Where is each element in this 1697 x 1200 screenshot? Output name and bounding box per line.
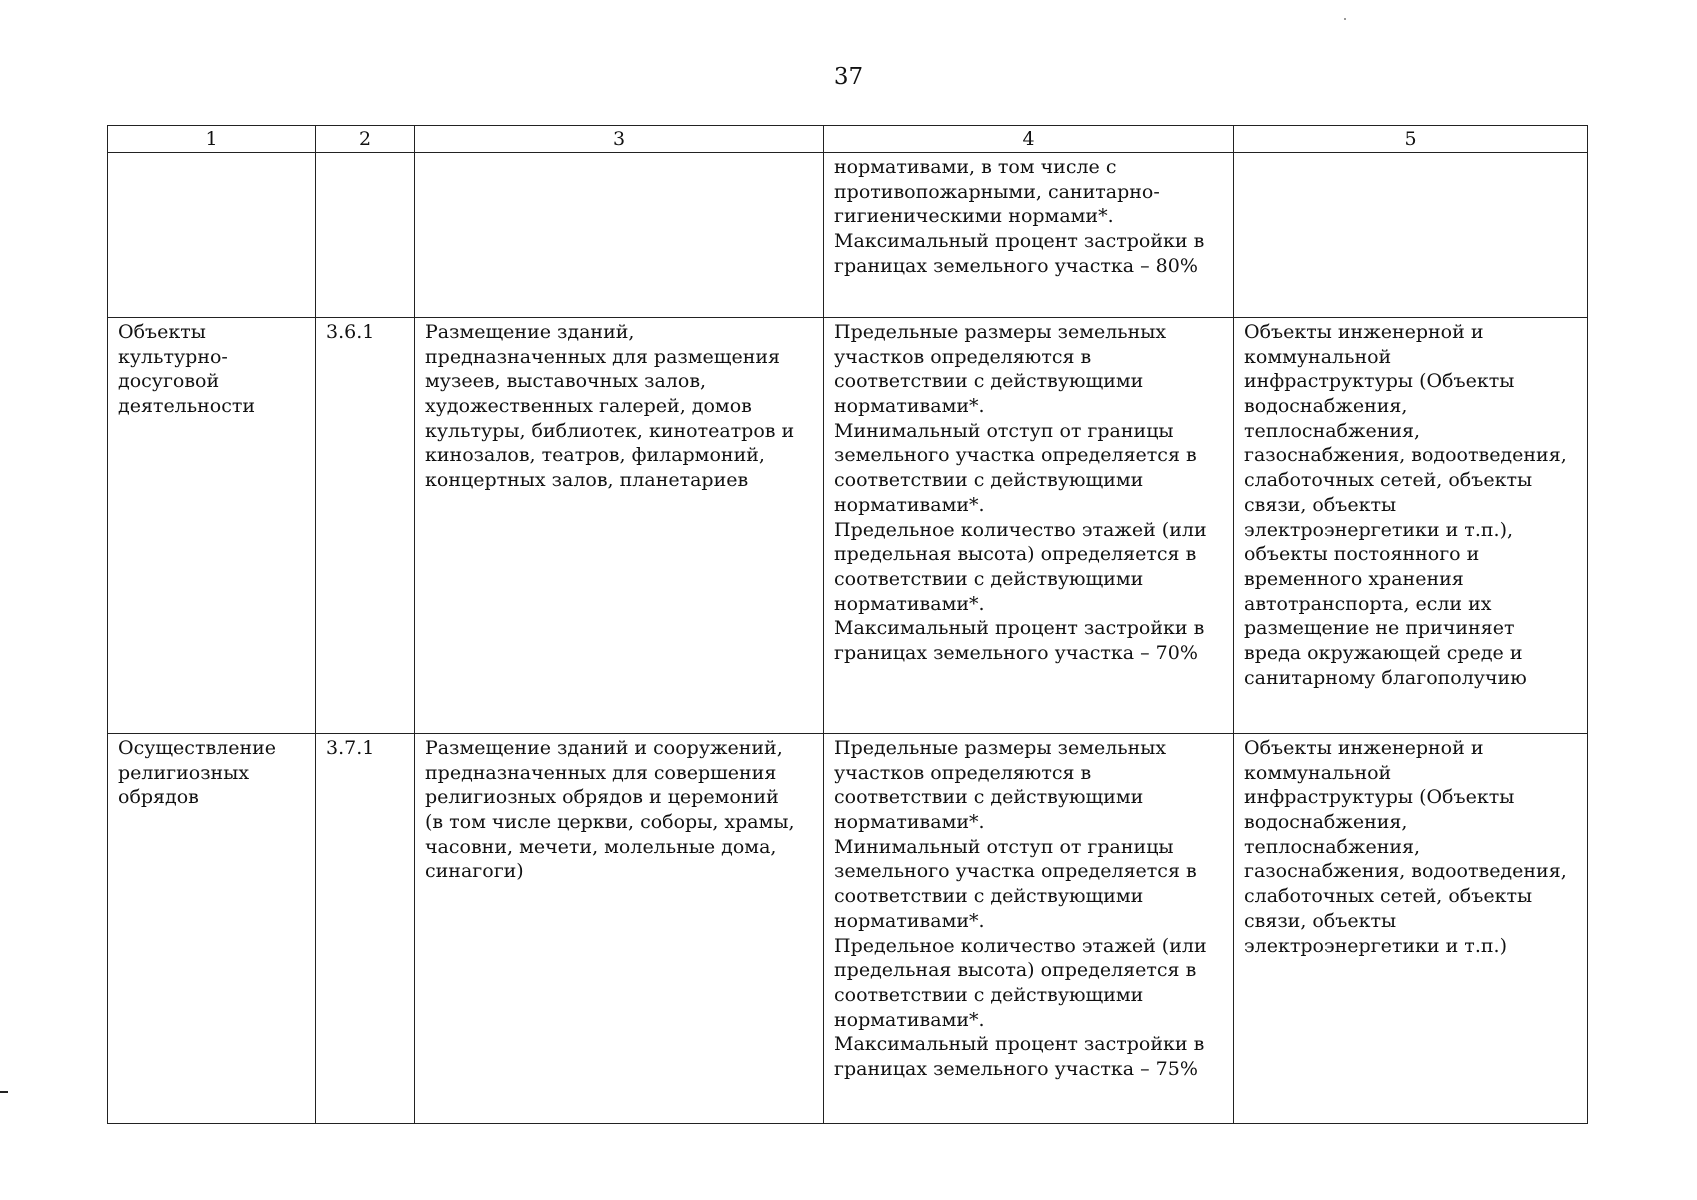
header-cell-5: 5 bbox=[1234, 126, 1588, 153]
parameters-line: участков определяются в bbox=[834, 761, 1092, 784]
parameters-line: границах земельного участка – 70% bbox=[834, 641, 1198, 664]
cell-name bbox=[108, 734, 316, 1124]
parameters-line: нормативами*. bbox=[834, 1008, 985, 1031]
table-row bbox=[108, 153, 1588, 318]
name-line: досуговой bbox=[118, 370, 220, 393]
cell-code: 3.6.1 bbox=[316, 318, 415, 734]
table-header-row bbox=[108, 126, 1588, 153]
parameters-line: нормативами*. bbox=[834, 909, 985, 932]
auxiliary-line: слаботочных сетей, объекты bbox=[1244, 885, 1533, 908]
auxiliary-line: вреда окружающей среде и bbox=[1244, 641, 1523, 664]
table-header bbox=[108, 126, 1588, 153]
description-line: часовни, мечети, молельные дома, bbox=[425, 835, 777, 858]
parameters-line: Максимальный процент застройки в bbox=[834, 617, 1205, 640]
parameters-line: гигиеническими нормами*. bbox=[834, 205, 1114, 228]
parameters-line: предельная высота) определяется в bbox=[834, 959, 1197, 982]
parameters-line: соответствии с действующими bbox=[834, 786, 1144, 809]
cell-parameters bbox=[824, 318, 1234, 734]
table-body bbox=[108, 153, 1588, 1124]
description-line: кинозалов, театров, филармоний, bbox=[425, 444, 765, 467]
auxiliary-line: электроэнергетики и т.п.), bbox=[1244, 518, 1514, 541]
cell-description bbox=[415, 734, 824, 1124]
auxiliary-line: водоснабжения, bbox=[1244, 811, 1408, 834]
parameters-line: участков определяются в bbox=[834, 345, 1092, 368]
auxiliary-line: коммунальной bbox=[1244, 345, 1392, 368]
auxiliary-line: теплоснабжения, bbox=[1244, 419, 1421, 442]
name-line: обрядов bbox=[118, 786, 199, 809]
auxiliary-line: инфраструктуры (Объекты bbox=[1244, 370, 1515, 393]
description-line: (в том числе церкви, соборы, храмы, bbox=[425, 811, 795, 834]
table-row bbox=[108, 734, 1588, 1124]
parameters-line: границах земельного участка – 75% bbox=[834, 1057, 1198, 1080]
parameters-line: земельного участка определяется в bbox=[834, 444, 1197, 467]
cell-parameters bbox=[824, 153, 1234, 318]
auxiliary-line: Объекты инженерной и bbox=[1244, 321, 1484, 343]
name-line: религиозных bbox=[118, 761, 250, 784]
cell-auxiliary bbox=[1234, 318, 1588, 734]
cell-auxiliary bbox=[1234, 153, 1588, 318]
parameters-line: предельная высота) определяется в bbox=[834, 543, 1197, 566]
parameters-line: Максимальный процент застройки в bbox=[834, 1033, 1205, 1056]
cell-auxiliary bbox=[1234, 734, 1588, 1124]
parameters-line: Максимальный процент застройки в bbox=[834, 230, 1205, 253]
description-line: предназначенных для совершения bbox=[425, 761, 777, 784]
auxiliary-line: Объекты инженерной и bbox=[1244, 737, 1484, 759]
cell-name bbox=[108, 318, 316, 734]
parameters-line: соответствии с действующими bbox=[834, 983, 1144, 1006]
auxiliary-line: санитарному благополучию bbox=[1244, 666, 1527, 689]
auxiliary-line: газоснабжения, водоотведения, bbox=[1244, 860, 1567, 883]
header-cell-3: 3 bbox=[415, 126, 824, 153]
auxiliary-line: инфраструктуры (Объекты bbox=[1244, 786, 1515, 809]
auxiliary-line: автотранспорта, если их bbox=[1244, 592, 1492, 615]
description-line: Размещение зданий, bbox=[425, 321, 635, 343]
parameters-line: нормативами*. bbox=[834, 395, 985, 418]
parameters-line: противопожарными, санитарно- bbox=[834, 180, 1160, 203]
margin-mark bbox=[0, 1091, 8, 1093]
description-line: Размещение зданий и сооружений, bbox=[425, 737, 783, 759]
parameters-line: Минимальный отступ от границы bbox=[834, 835, 1174, 858]
table-row bbox=[108, 318, 1588, 734]
description-line: культуры, библиотек, кинотеатров и bbox=[425, 419, 795, 442]
name-line: Осуществление bbox=[118, 737, 277, 759]
auxiliary-line: электроэнергетики и т.п.) bbox=[1244, 934, 1507, 957]
cell-code bbox=[316, 153, 415, 318]
parameters-line: нормативами*. bbox=[834, 493, 985, 516]
auxiliary-line: теплоснабжения, bbox=[1244, 835, 1421, 858]
parameters-line: Предельные размеры земельных bbox=[834, 321, 1167, 343]
header-cell-4: 4 bbox=[824, 126, 1234, 153]
scan-speck bbox=[1344, 18, 1346, 20]
parameters-line: Предельное количество этажей (или bbox=[834, 934, 1207, 957]
parameters-line: земельного участка определяется в bbox=[834, 860, 1197, 883]
parameters-line: соответствии с действующими bbox=[834, 885, 1144, 908]
description-line: художественных галерей, домов bbox=[425, 395, 752, 418]
parameters-line: нормативами*. bbox=[834, 811, 985, 834]
parameters-line: соответствии с действующими bbox=[834, 370, 1144, 393]
auxiliary-line: коммунальной bbox=[1244, 761, 1392, 784]
auxiliary-line: размещение не причиняет bbox=[1244, 617, 1515, 640]
auxiliary-line: объекты постоянного и bbox=[1244, 543, 1480, 566]
name-line: деятельности bbox=[118, 395, 256, 418]
parameters-line: Минимальный отступ от границы bbox=[834, 419, 1174, 442]
parameters-line: нормативами, в том числе с bbox=[834, 156, 1117, 178]
auxiliary-line: водоснабжения, bbox=[1244, 395, 1408, 418]
parameters-line: Предельное количество этажей (или bbox=[834, 518, 1207, 541]
cell-code: 3.7.1 bbox=[316, 734, 415, 1124]
description-line: синагоги) bbox=[425, 860, 524, 883]
auxiliary-line: слаботочных сетей, объекты bbox=[1244, 469, 1533, 492]
description-line: концертных залов, планетариев bbox=[425, 469, 749, 492]
auxiliary-line: связи, объекты bbox=[1244, 909, 1397, 932]
description-line: религиозных обрядов и церемоний bbox=[425, 786, 779, 809]
parameters-line: нормативами*. bbox=[834, 592, 985, 615]
header-cell-1: 1 bbox=[108, 126, 316, 153]
auxiliary-line: временного хранения bbox=[1244, 567, 1464, 590]
name-line: Объекты bbox=[118, 321, 206, 343]
name-line: культурно- bbox=[118, 345, 228, 368]
parameters-line: соответствии с действующими bbox=[834, 469, 1144, 492]
parameters-line: Предельные размеры земельных bbox=[834, 737, 1167, 759]
cell-description bbox=[415, 318, 824, 734]
cell-parameters bbox=[824, 734, 1234, 1124]
header-cell-2: 2 bbox=[316, 126, 415, 153]
parameters-line: соответствии с действующими bbox=[834, 567, 1144, 590]
description-line: музеев, выставочных залов, bbox=[425, 370, 707, 393]
land-use-table bbox=[107, 125, 1588, 1124]
auxiliary-line: газоснабжения, водоотведения, bbox=[1244, 444, 1567, 467]
cell-name bbox=[108, 153, 316, 318]
description-line: предназначенных для размещения bbox=[425, 345, 781, 368]
cell-description bbox=[415, 153, 824, 318]
parameters-line: границах земельного участка – 80% bbox=[834, 254, 1198, 277]
page-number: 37 bbox=[833, 64, 864, 90]
auxiliary-line: связи, объекты bbox=[1244, 493, 1397, 516]
